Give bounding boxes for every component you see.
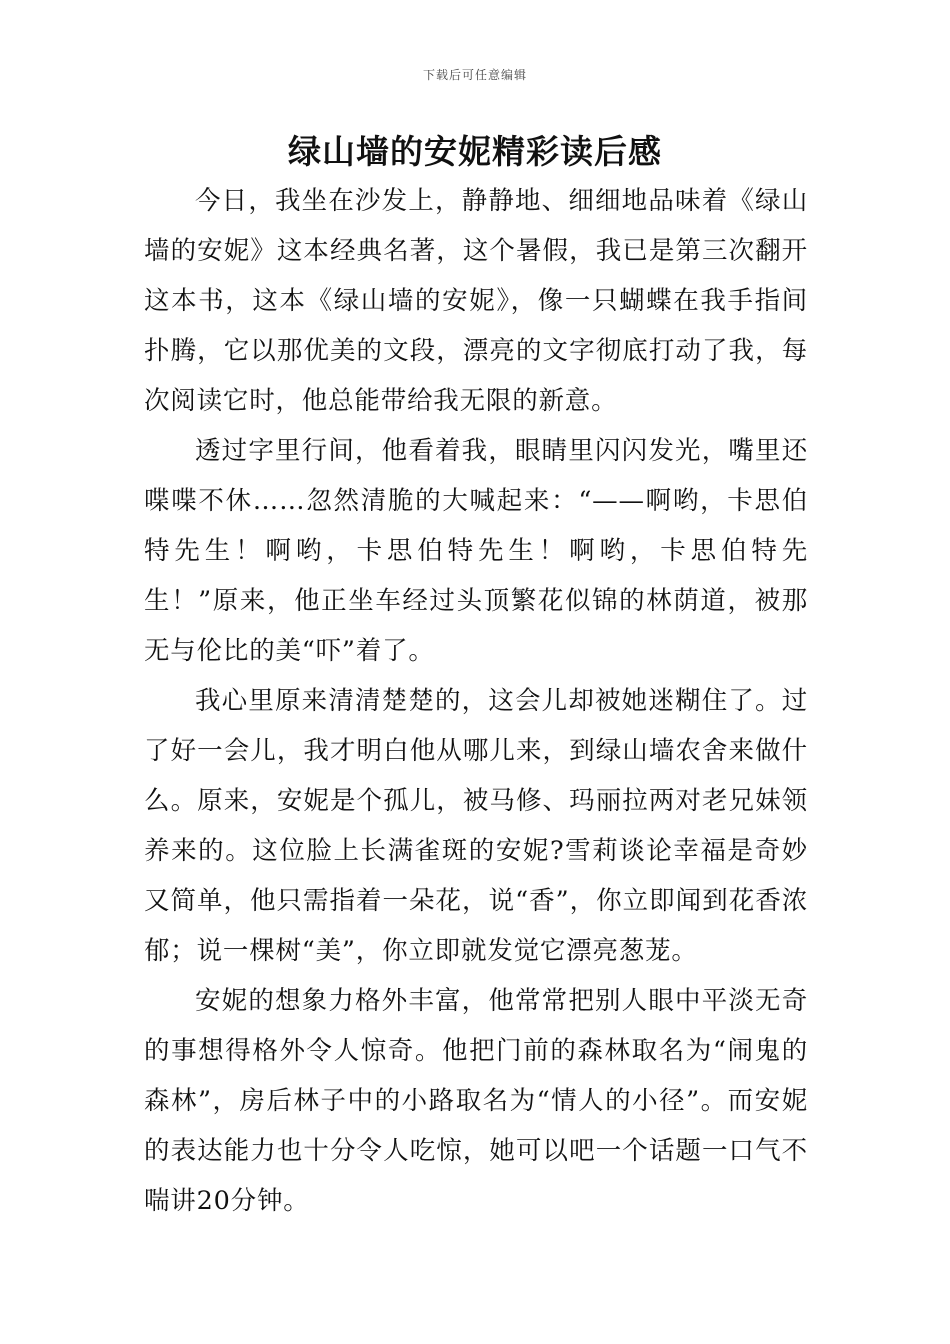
paragraph-3: 我心里原来清清楚楚的，这会儿却被她迷糊住了。过了好一会儿，我才明白他从哪儿来，到绿山墙农舍来做什么。原来，安妮是个孤儿，被马修、玛丽拉两对老兄妹领养来的。这位脸上长满雀斑的安妮?雪莉谈论幸福是奇妙又简单，他只需指着一朵花，说“香”，你立即闻到花香浓郁；说一棵树“美”，你立即就发觉它漂亮葱茏。	[144, 686, 808, 966]
document-title: 绿山墙的安妮精彩读后感	[288, 132, 662, 171]
header-note: 下载后可任意编辑	[422, 68, 527, 82]
paragraph-2: 透过字里行间，他看着我，眼睛里闪闪发光，嘴里还喋喋不休……忽然清脆的大喊起来：“——啊哟，卡思伯特先生！啊哟，卡思伯特先生！啊哟，卡思伯特先生！”原来，他正坐车经过头顶繁花似锦的林荫道，被那无与伦比的美“吓”着了。	[144, 436, 808, 666]
paragraph-1: 今日，我坐在沙发上，静静地、细细地品味着《绿山墙的安妮》这本经典名著，这个暑假，我已是第三次翻开这本书，这本《绿山墙的安妮》，像一只蝴蝶在我手指间扑腾，它以那优美的文段，漂亮的文字彻底打动了我，每次阅读它时，他总能带给我无限的新意。	[144, 186, 808, 416]
paragraph-4: 安妮的想象力格外丰富，他常常把别人眼中平淡无奇的事想得格外令人惊奇。他把门前的森林取名为“闹鬼的森林”，房后林子中的小路取名为“情人的小径”。而安妮的表达能力也十分令人吃惊，她可以吧一个话题一口气不喘讲20分钟。	[144, 986, 808, 1216]
document-body	[144, 176, 808, 1226]
